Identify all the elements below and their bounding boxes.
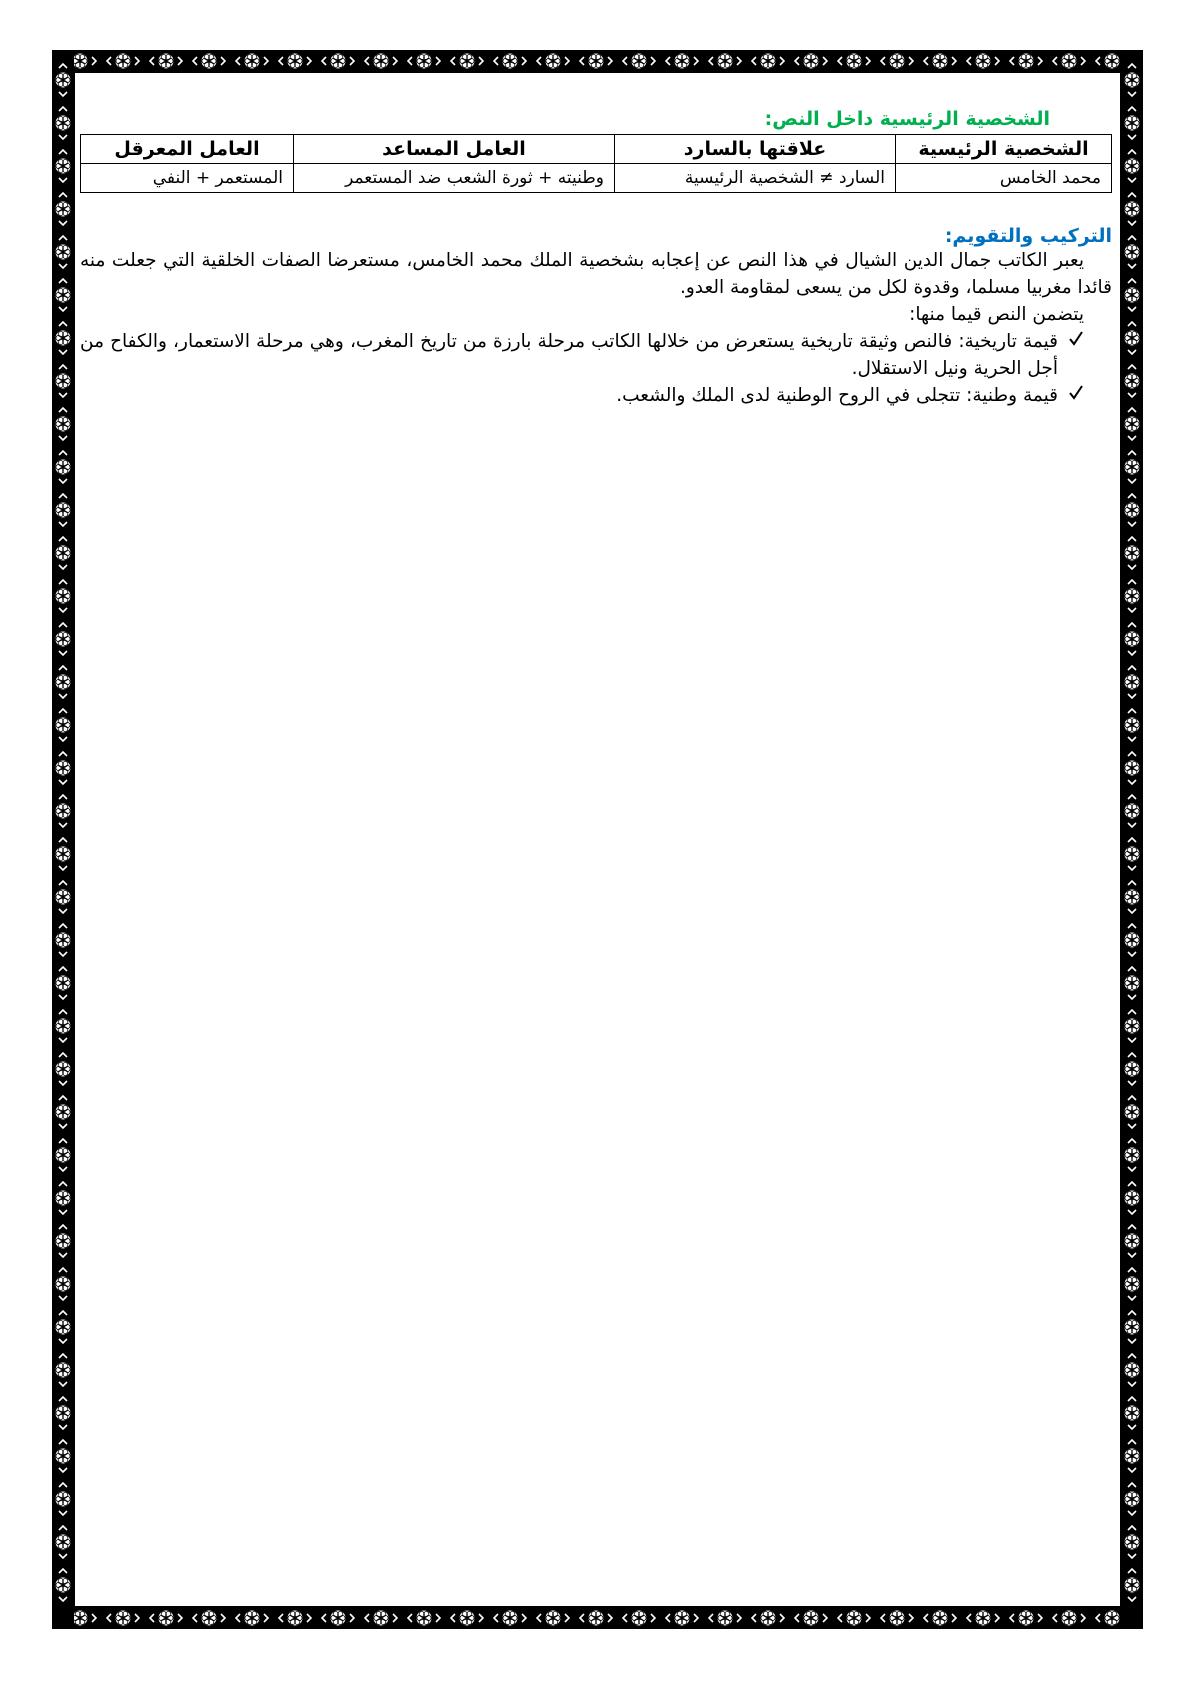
value-national: قيمة وطنية: تتجلى في الروح الوطنية لدى الملك والشعب. [616,385,1058,406]
header-main-character: الشخصية الرئيسية [896,135,1112,164]
header-helper: العامل المساعد [294,135,615,164]
header-opponent: العامل المعرقل [81,135,294,164]
cell-helper: وطنيته + ثورة الشعب ضد المستعمر [294,164,615,193]
page-content [80,108,1112,409]
list-item [80,328,1084,382]
cell-narrator-relation: السارد ≠ الشخصية الرئيسية [615,164,896,193]
check-icon [1068,382,1084,410]
header-narrator-relation: علاقتها بالسارد [615,135,896,164]
list-item [80,382,1084,409]
actants-table [80,134,1112,193]
synthesis-paragraph: يعبر الكاتب جمال الدين الشيال في هذا النص عن إعجابه بشخصية الملك محمد الخامس، مستعرضا الصفات الخلقية التي جعلت منه قائدا مغربيا مسلما، وقدوة لكل من يسعى لمقاومة العدو. [80,250,1112,298]
border-bottom [52,1607,1143,1629]
table-row [81,164,1112,193]
border-right [1121,50,1143,1629]
main-character-title: الشخصية الرئيسية داخل النص: [764,108,1050,130]
cell-main-character: محمد الخامس [896,164,1112,193]
border-left [52,50,74,1629]
values-intro: يتضمن النص قيما منها: [909,304,1084,325]
check-icon [1068,328,1084,356]
synthesis-title: التركيب والتقويم: [944,225,1112,247]
values-list [80,328,1112,409]
border-top [52,50,1143,72]
table-header-row [81,135,1112,164]
cell-opponent: المستعمر + النفي [81,164,294,193]
value-historical: قيمة تاريخية: فالنص وثيقة تاريخية يستعرض من خلالها الكاتب مرحلة بارزة من تاريخ المغرب، وهي مرحلة الاستعمار، والكفاح من أجل الحرية ونيل الاستقلال. [80,331,1058,379]
